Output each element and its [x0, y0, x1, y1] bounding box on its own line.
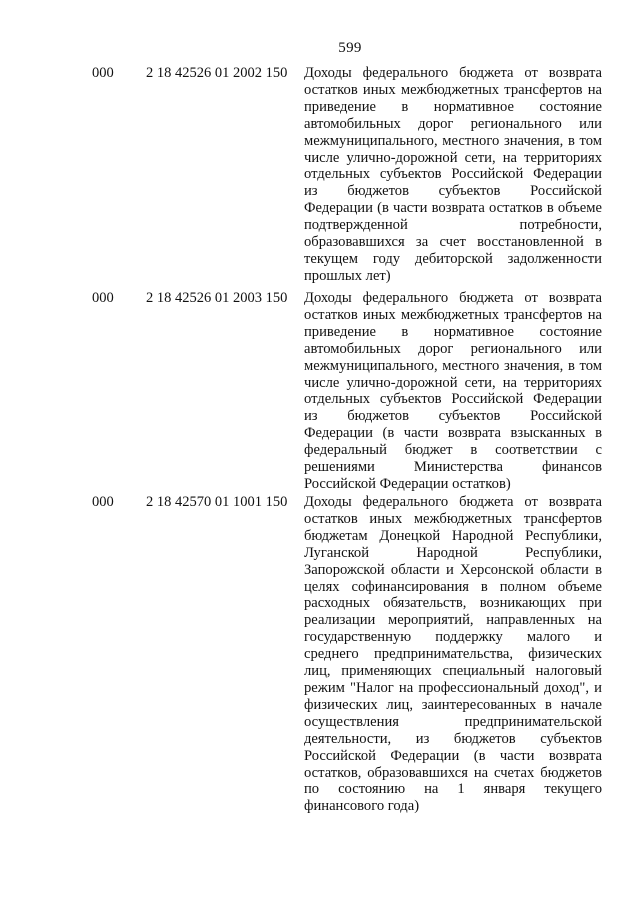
admin-code: 000 — [92, 290, 114, 306]
description-line: отдельных субъектов Российской Федерации — [304, 391, 602, 408]
description-line: приведение в нормативное состояние — [304, 323, 602, 340]
description-line: прошлых лет) — [304, 267, 391, 284]
description-line: федеральный бюджет в соответствии с — [304, 442, 602, 459]
description-line: остатков иных межбюджетных трансфертов на — [304, 81, 602, 98]
description-line: осуществления предпринимательской — [304, 713, 602, 730]
description-line: межмуниципального, местного значения, в том — [304, 132, 602, 149]
description-line: режим "Налог на профессиональный доход", и — [304, 679, 602, 696]
description-line: числе улично-дорожной сети, на территориях — [304, 149, 602, 166]
admin-code: 000 — [92, 494, 114, 510]
description-line: финансового года) — [304, 798, 420, 815]
description-line: государственную поддержку малого и — [304, 629, 602, 646]
description-line: из бюджетов субъектов Российской — [304, 408, 602, 425]
description-line: по состоянию на 1 января текущего — [304, 781, 602, 798]
description-line: автомобильных дорог регионального или — [304, 340, 602, 357]
description-line: физических лиц, заинтересованных в начале — [304, 696, 602, 713]
budget-classification-code: 2 18 42526 01 2003 150 — [146, 290, 288, 306]
description-line: остатков иных межбюджетных трансфертов на — [304, 306, 602, 323]
description-line: бюджетам Донецкой Народной Республики, — [304, 527, 602, 544]
description-line: числе улично-дорожной сети, на территориях — [304, 374, 602, 391]
description-line: образовавшихся за счет восстановленной в — [304, 234, 602, 251]
description-line: отдельных субъектов Российской Федерации — [304, 166, 602, 183]
description-line: подтвержденной потребности, — [304, 217, 602, 234]
income-description — [304, 494, 602, 815]
description-line: остатков, образовавшихся на счетах бюджетов — [304, 764, 602, 781]
description-line: приведение в нормативное состояние — [304, 98, 602, 115]
budget-classification-code: 2 18 42570 01 1001 150 — [146, 494, 288, 510]
description-line: лиц, применяющих специальный налоговый — [304, 663, 602, 680]
income-description — [304, 65, 602, 285]
description-line: Доходы федерального бюджета от возврата — [304, 290, 602, 306]
description-line: Луганской Народной Республики, — [304, 544, 602, 561]
description-line: расходных обязательств, возникающих при — [304, 595, 602, 612]
description-line: автомобильных дорог регионального или — [304, 115, 602, 132]
description-line: Российской Федерации остатков) — [304, 475, 511, 492]
description-line: целях софинансирования в полном объеме — [304, 578, 602, 595]
admin-code: 000 — [92, 65, 114, 81]
description-line: Федерации (в части возврата взысканных в — [304, 425, 602, 442]
description-line: среднего предпринимательства, физических — [304, 646, 602, 663]
description-line: из бюджетов субъектов Российской — [304, 183, 602, 200]
description-line: текущем году дебиторской задолженности — [304, 250, 602, 267]
description-line: Федерации (в части возврата остатков в объеме — [304, 200, 602, 217]
description-line: Запорожской области и Херсонской области в — [304, 561, 602, 578]
description-line: решениями Министерства финансов — [304, 459, 602, 476]
description-line: остатков иных межбюджетных трансфертов — [304, 510, 602, 527]
description-line: деятельности, из бюджетов субъектов — [304, 730, 602, 747]
page-number: 599 — [338, 40, 362, 56]
description-line: Доходы федерального бюджета от возврата — [304, 494, 602, 510]
description-line: реализации мероприятий, направленных на — [304, 612, 602, 629]
description-line: Российской Федерации (в части возврата — [304, 747, 602, 764]
budget-classification-code: 2 18 42526 01 2002 150 — [146, 65, 288, 81]
description-line: межмуниципального, местного значения, в том — [304, 357, 602, 374]
income-description — [304, 290, 602, 493]
description-line: Доходы федерального бюджета от возврата — [304, 65, 602, 81]
